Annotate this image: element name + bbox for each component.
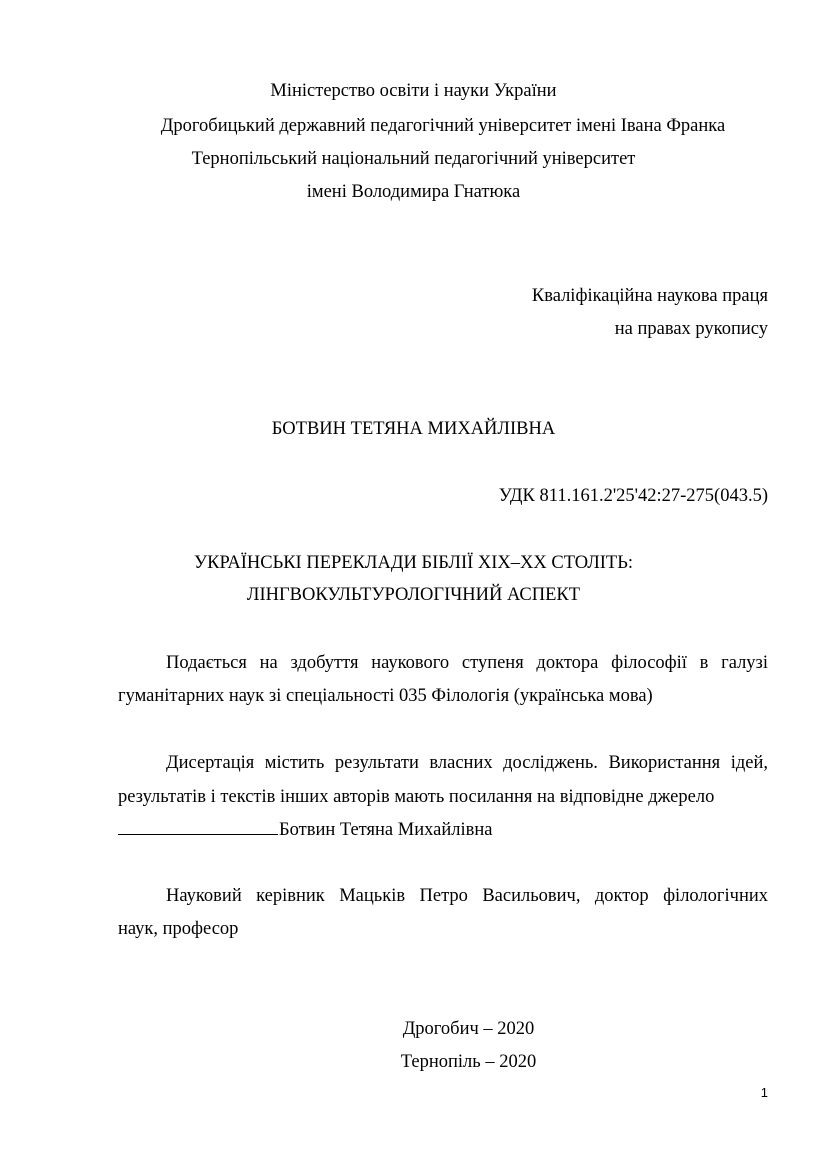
supervisor-line-2: наук, професор <box>118 919 239 939</box>
submission-line-2: гуманітарних наук зі спеціальності 035 Філологія (українська мова) <box>118 686 653 706</box>
submission-line-1: Подається на здобуття наукового ступеня доктора філософії в галузі <box>166 653 768 673</box>
title-line-2: ЛІНГВОКУЛЬТУРОЛОГІЧНИЙ АСПЕКТ <box>246 585 581 605</box>
ministry-line: Міністерство освіти і науки України <box>270 81 557 101</box>
university-line-1: Дрогобицький державний педагогічний університет імені Івана Франка <box>160 116 726 136</box>
title-line-1: УКРАЇНСЬКІ ПЕРЕКЛАДИ БІБЛІЇ ХІХ–ХХ СТОЛІТЬ: <box>194 553 633 573</box>
footer-city-1: Дрогобич – 2020 <box>402 1019 535 1039</box>
footer-city-2: Тернопіль – 2020 <box>400 1052 537 1072</box>
signature-line <box>118 818 492 841</box>
author-name: БОТВИН ТЕТЯНА МИХАЙЛІВНА <box>271 419 556 439</box>
udc-code: УДК 811.161.2'25'42:27-275(043.5) <box>498 486 768 506</box>
university-line-2: Тернопільський національний педагогічний університет <box>191 149 636 169</box>
signature-name: Ботвин Тетяна Михайлівна <box>279 820 493 840</box>
declaration-line-1: Дисертація містить результати власних досліджень. Використання ідей, <box>166 753 768 773</box>
status-line-1: Кваліфікаційна наукова праця <box>531 286 768 306</box>
declaration-line-2: результатів і текстів інших авторів мають посилання на відповідне джерело <box>118 787 715 807</box>
page-number: 1 <box>760 1085 768 1100</box>
signature-blank <box>118 818 278 835</box>
status-line-2: на правах рукопису <box>614 319 768 339</box>
supervisor-line-1: Науковий керівник Мацьків Петро Васильович, доктор філологічних <box>166 886 768 906</box>
university-line-3: імені Володимира Гнатюка <box>306 182 521 202</box>
